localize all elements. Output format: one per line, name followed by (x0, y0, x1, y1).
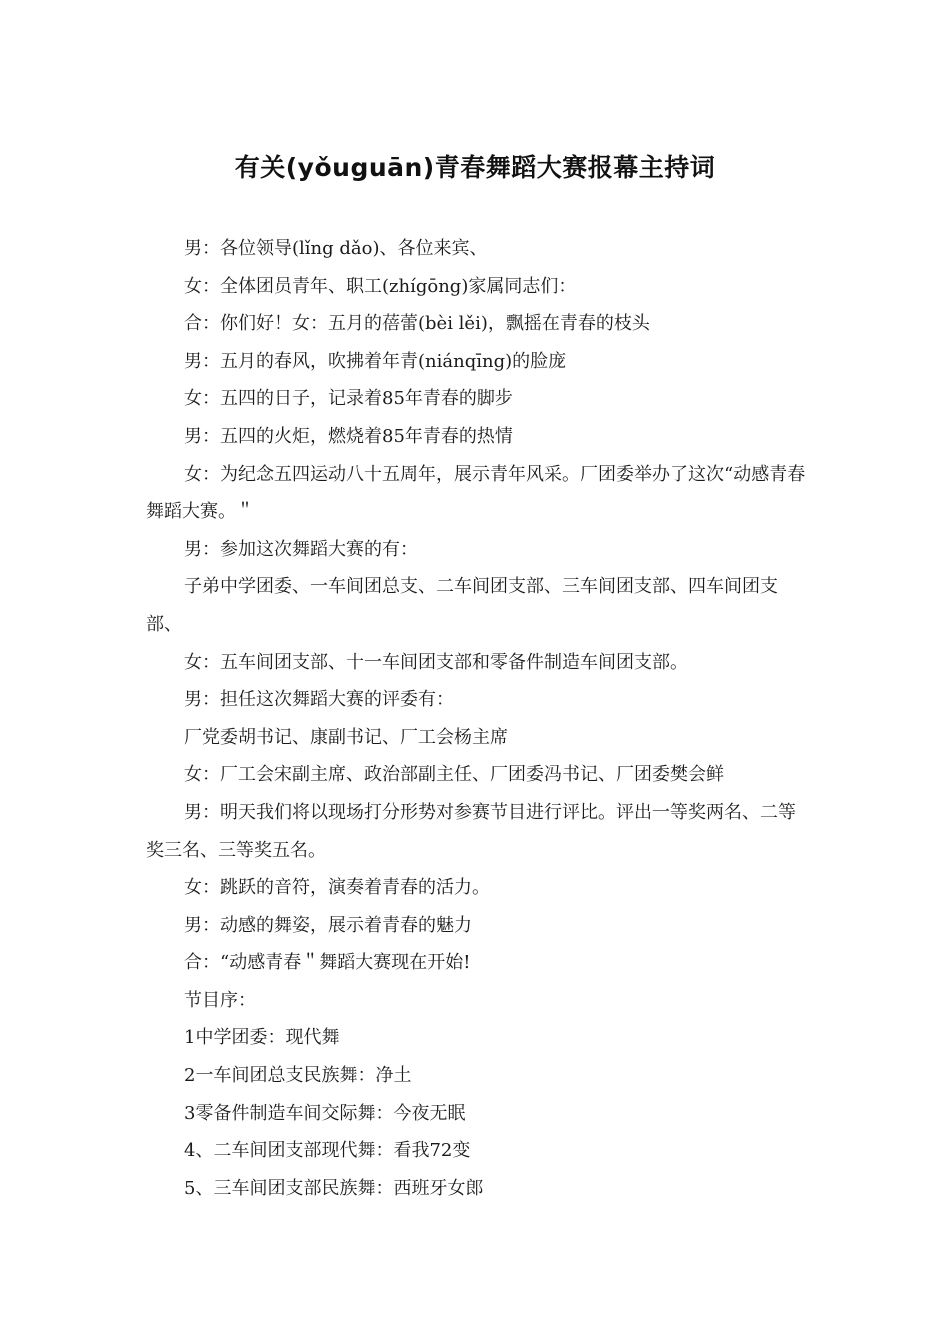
document-body (146, 230, 806, 1207)
paragraph: 女：跳跃的音符，演奏着青春的活力。 (184, 877, 490, 899)
program-item: 2一车间团总支民族舞：净土 (184, 1065, 412, 1087)
paragraph: 男：明天我们将以现场打分形势对参赛节目进行评比。评出一等奖两名、二等奖三名、三等奖五名。 (146, 801, 796, 861)
program-item: 5、三车间团支部民族舞：西班牙女郎 (184, 1177, 484, 1199)
paragraph: 男：五四的火炬，燃烧着85年青春的热情 (184, 425, 513, 447)
paragraph: 女：为纪念五四运动八十五周年，展示青年风采。厂团委举办了这次“动感青春舞蹈大赛。＂ (146, 463, 806, 523)
paragraph: 女：厂工会宋副主席、政治部副主任、厂团委冯书记、厂团委樊会鲜 (184, 764, 724, 786)
paragraph: 合：“动感青春＂舞蹈大赛现在开始! (184, 952, 471, 974)
paragraph: 合：你们好！女：五月的蓓蕾(bèi lěi)，飘摇在青春的枝头 (184, 313, 650, 335)
paragraph: 男：担任这次舞蹈大赛的评委有： (184, 689, 454, 711)
paragraph: 男：动感的舞姿，展示着青春的魅力 (184, 914, 472, 936)
program-item: 1中学团委：现代舞 (184, 1027, 340, 1049)
paragraph: 子弟中学团委、一车间团总支、二车间团支部、三车间团支部、四车间团支部、 (146, 576, 778, 635)
program-item: 4、二车间团支部现代舞：看我72变 (184, 1140, 471, 1162)
program-item: 3零备件制造车间交际舞：今夜无眠 (184, 1102, 466, 1124)
paragraph: 男：参加这次舞蹈大赛的有： (184, 538, 418, 560)
paragraph: 男：各位领导(lǐng dǎo)、各位来宾、 (184, 238, 488, 259)
paragraph: 厂党委胡书记、康副书记、厂工会杨主席 (184, 726, 508, 748)
paragraph: 女：五四的日子，记录着85年青春的脚步 (184, 388, 513, 410)
paragraph: 男：五月的春风，吹拂着年青(niánqīng)的脸庞 (184, 350, 567, 372)
paragraph: 节目序： (184, 989, 256, 1011)
document-title: 有关(yǒuguān)青春舞蹈大赛报幕主持词 (234, 153, 716, 182)
paragraph: 女：全体团员青年、职工(zhígōng)家属同志们： (184, 275, 577, 297)
paragraph: 女：五车间团支部、十一车间团支部和零备件制造车间团支部。 (184, 651, 688, 673)
